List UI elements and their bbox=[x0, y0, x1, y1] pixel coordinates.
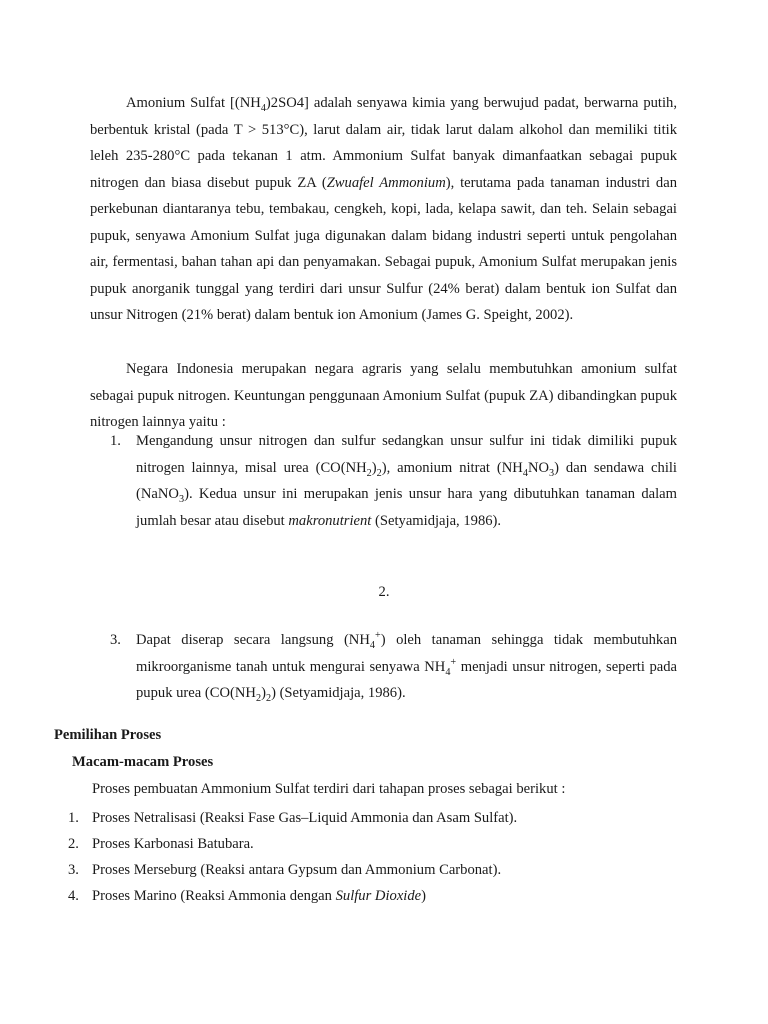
list-number: 3. bbox=[110, 632, 121, 648]
subscript: 2 bbox=[265, 692, 272, 704]
text: ) bbox=[371, 459, 377, 476]
text: menjadi unsur nitrogen, seperti pada pupuk urea (CO(NH bbox=[136, 658, 677, 701]
text: Proses Marino (Reaksi Ammonia dengan bbox=[92, 888, 336, 904]
italic-term: Zwuafel Ammonium bbox=[326, 174, 446, 191]
paragraph-amonium-sulfat bbox=[90, 90, 677, 329]
text: ) (Setyamidjaja, 1986). bbox=[271, 685, 406, 701]
superscript: + bbox=[450, 656, 457, 668]
text: ) bbox=[421, 888, 427, 904]
list-number-2: 2. bbox=[378, 584, 390, 600]
text: )2SO4] adalah senyawa kimia yang berwujud padat, berwarna putih, berbentuk kristal (pada T > 513°C), larut dalam air, tidak larut dalam alkohol dan memiliki titik leleh 235-280°C pada tekanan 1 atm. Ammonium Sulfat banyak dimanfaatkan sebagai pupuk nitrogen dan biasa disebut pupuk ZA ( bbox=[90, 95, 677, 191]
text: ) bbox=[261, 685, 266, 701]
text: Amonium Sulfat [(NH bbox=[126, 95, 261, 111]
text: ), amonium nitrat (NH bbox=[381, 459, 523, 476]
subscript: 2 bbox=[366, 467, 372, 479]
process-intro: Proses pembuatan Ammonium Sulfat terdiri dari tahapan proses sebagai berikut : bbox=[92, 781, 566, 797]
text: ) oleh tanaman sehingga tidak membutuhkan mikroorganisme tanah untuk mengurai senyawa NH bbox=[136, 632, 677, 675]
subscript: 3 bbox=[178, 493, 185, 505]
list-number: 1. bbox=[68, 810, 79, 826]
subscript: 4 bbox=[522, 467, 528, 479]
text: NO bbox=[527, 459, 550, 476]
italic-term: Sulfur Dioxide bbox=[335, 888, 422, 904]
subscript: 2 bbox=[376, 467, 382, 479]
text: Mengandung unsur nitrogen dan sulfur sedangkan unsur sulfur ini tidak dimiliki pupuk nitrogen lainnya, misal urea (CO(NH bbox=[136, 433, 677, 476]
list-number: 1. bbox=[110, 433, 121, 449]
list-number: 2. bbox=[68, 836, 79, 852]
text: Dapat diserap secara langsung (NH bbox=[136, 632, 370, 648]
subscript: 4 bbox=[369, 639, 375, 651]
subscript: 2 bbox=[255, 692, 262, 704]
process-text bbox=[92, 883, 426, 909]
list-number: 3. bbox=[68, 862, 79, 878]
heading-macam-macam-proses: Macam-macam Proses bbox=[72, 754, 214, 770]
process-text: Proses Netralisasi (Reaksi Fase Gas–Liquid Ammonia dan Asam Sulfat). bbox=[92, 810, 518, 826]
text: (Setyamidjaja, 1986). bbox=[371, 512, 502, 529]
process-text: Proses Karbonasi Batubara. bbox=[92, 836, 254, 852]
subscript: 4 bbox=[445, 666, 451, 678]
text: ), terutama pada tanaman industri dan perkebunan diantaranya tebu, tembakau, cengkeh, kopi, lada, kelapa sawit, dan teh. Selain sebagai pupuk, senyawa Amonium Sulfat juga digunakan dalam bidang industri seperti untuk pengolahan air, fermentasi, bahan tahan api dan penyamakan. Sebagai pupuk, Amonium Sulfat merupakan jenis pupuk anorganik tunggal yang terdiri dari unsur Sulfur (24% berat) dalam bentuk ion Sulfat dan unsur Nitrogen (21% berat) dalam bentuk ion Amonium (James G. Speight, 2002). bbox=[90, 174, 677, 323]
subscript: 3 bbox=[549, 467, 555, 479]
list-item-3 bbox=[110, 627, 677, 707]
italic-term: makronutrient bbox=[288, 512, 372, 529]
paragraph-negara-indonesia: Negara Indonesia merupakan negara agraris yang selalu membutuhkan amonium sulfat sebagai pupuk nitrogen. Keuntungan penggunaan Amonium Sulfat (pupuk ZA) dibandingkan pupuk nitrogen lainnya yaitu : bbox=[90, 361, 677, 430]
process-text: Proses Merseburg (Reaksi antara Gypsum dan Ammonium Carbonat). bbox=[92, 862, 502, 878]
superscript: + bbox=[375, 630, 381, 642]
text: ). Kedua unsur ini merupakan jenis unsur hara yang dibutuhkan tanaman dalam jumlah besar atau disebut bbox=[136, 486, 677, 529]
text: ) dan sendawa chili (NaNO bbox=[136, 459, 677, 502]
list-item-text bbox=[136, 627, 677, 707]
list-item-text bbox=[136, 428, 677, 534]
list-item-1 bbox=[110, 428, 677, 534]
heading-pemilihan-proses: Pemilihan Proses bbox=[54, 727, 162, 743]
subscript: 4 bbox=[260, 102, 266, 114]
list-number: 4. bbox=[68, 888, 79, 904]
